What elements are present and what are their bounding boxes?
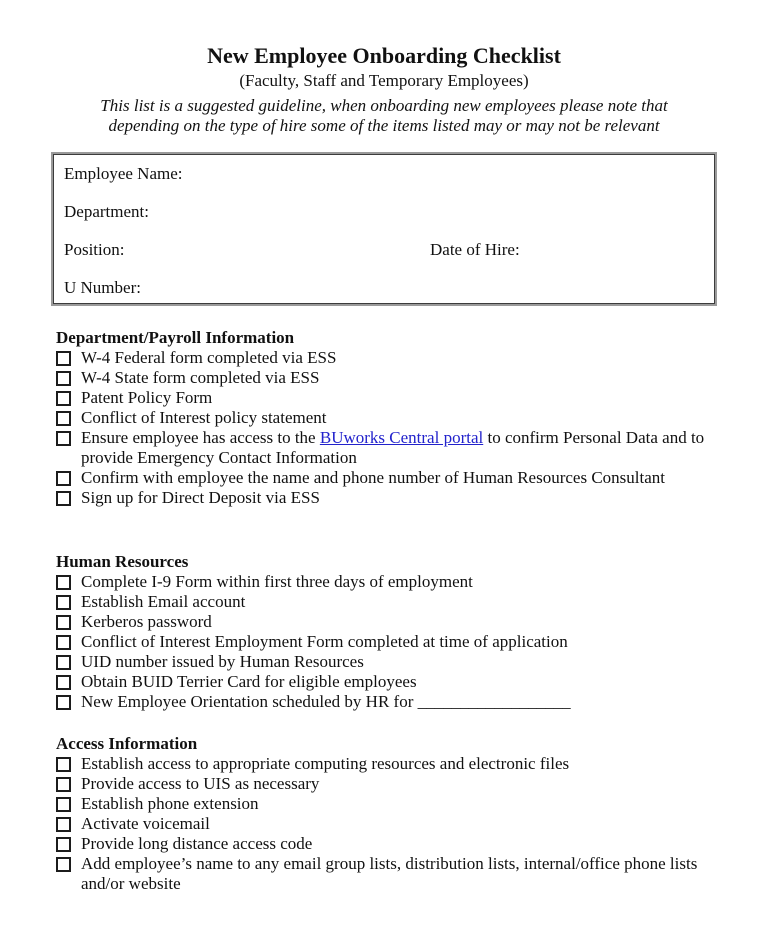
page-subtitle: (Faculty, Staff and Temporary Employees) bbox=[239, 71, 529, 90]
checklist-item-label: Establish Email account bbox=[81, 592, 246, 611]
checkbox[interactable] bbox=[56, 371, 71, 386]
item-text-post: to confirm Personal Data and to provide Emergency Contact Information bbox=[81, 428, 705, 467]
checklist-item bbox=[56, 468, 712, 488]
document-header bbox=[56, 44, 712, 136]
section-heading: Department/Payroll Information bbox=[56, 328, 295, 347]
checklist-item bbox=[56, 348, 712, 368]
checkbox[interactable] bbox=[56, 491, 71, 506]
checklist-item-label: Patent Policy Form bbox=[81, 388, 213, 407]
checklist-item bbox=[56, 368, 712, 388]
section-heading: Human Resources bbox=[56, 552, 189, 571]
checklist-item bbox=[56, 428, 712, 468]
checklist-item-label: New Employee Orientation scheduled by HR for __________________ bbox=[81, 692, 571, 711]
checkbox[interactable] bbox=[56, 595, 71, 610]
section-access-information bbox=[56, 734, 712, 894]
guideline-note-line1: This list is a suggested guideline, when onboarding new employees please note that bbox=[100, 96, 668, 115]
section-heading: Access Information bbox=[56, 734, 198, 753]
department-row bbox=[64, 202, 704, 240]
checkbox[interactable] bbox=[56, 837, 71, 852]
date-of-hire-label: Date of Hire: bbox=[430, 240, 520, 259]
checkbox[interactable] bbox=[56, 575, 71, 590]
checklist-item bbox=[56, 612, 712, 632]
checkbox[interactable] bbox=[56, 615, 71, 630]
checklist-item-label: Establish access to appropriate computing resources and electronic files bbox=[81, 754, 570, 773]
checklist-item-label: Conflict of Interest policy statement bbox=[81, 408, 327, 427]
checklist-item bbox=[56, 592, 712, 612]
checklist-item-label: Complete I-9 Form within first three days of employment bbox=[81, 572, 473, 591]
checklist-item-label bbox=[81, 428, 712, 468]
checkbox[interactable] bbox=[56, 797, 71, 812]
checklist-item bbox=[56, 692, 712, 712]
checkbox[interactable] bbox=[56, 351, 71, 366]
checkbox[interactable] bbox=[56, 857, 71, 872]
buworks-portal-link[interactable]: BUworks Central portal bbox=[319, 428, 484, 447]
checklist-item bbox=[56, 632, 712, 652]
checklist-item bbox=[56, 854, 712, 894]
u-number-label: U Number: bbox=[64, 278, 141, 297]
section-human-resources bbox=[56, 552, 712, 712]
checkbox[interactable] bbox=[56, 655, 71, 670]
position-date-row bbox=[64, 240, 704, 278]
checklist-item bbox=[56, 834, 712, 854]
checklist-item-label: Obtain BUID Terrier Card for eligible employees bbox=[81, 672, 417, 691]
checklist-item-label: Provide long distance access code bbox=[81, 834, 313, 853]
checklist-item-label: Activate voicemail bbox=[81, 814, 210, 833]
checklist-item bbox=[56, 488, 712, 508]
checkbox[interactable] bbox=[56, 411, 71, 426]
employee-info-box bbox=[53, 154, 715, 304]
checklist-item-label: Sign up for Direct Deposit via ESS bbox=[81, 488, 320, 507]
checklist-item bbox=[56, 672, 712, 692]
checklist-item-label: Kerberos password bbox=[81, 612, 212, 631]
checklist-item bbox=[56, 388, 712, 408]
page-title: New Employee Onboarding Checklist bbox=[207, 43, 561, 68]
u-number-row bbox=[64, 278, 704, 316]
item-text-pre: Ensure employee has access to the bbox=[81, 428, 320, 447]
checklist-item-label: Conflict of Interest Employment Form completed at time of application bbox=[81, 632, 568, 651]
checklist-item bbox=[56, 754, 712, 774]
employee-name-row bbox=[64, 164, 704, 202]
checkbox[interactable] bbox=[56, 675, 71, 690]
checklist-item-label: Establish phone extension bbox=[81, 794, 259, 813]
checkbox[interactable] bbox=[56, 695, 71, 710]
checklist-item-label: Add employee’s name to any email group lists, distribution lists, internal/office phone lists and/or website bbox=[81, 854, 698, 893]
guideline-note-line2: depending on the type of hire some of the items listed may or may not be relevant bbox=[108, 116, 660, 135]
checklist-item bbox=[56, 408, 712, 428]
checkbox[interactable] bbox=[56, 777, 71, 792]
checkbox[interactable] bbox=[56, 391, 71, 406]
position-label: Position: bbox=[64, 240, 125, 259]
department-label: Department: bbox=[64, 202, 149, 221]
checkbox[interactable] bbox=[56, 635, 71, 650]
checklist-item-label: UID number issued by Human Resources bbox=[81, 652, 364, 671]
checklist-item bbox=[56, 794, 712, 814]
checklist-item-label: W-4 Federal form completed via ESS bbox=[81, 348, 337, 367]
employee-name-label: Employee Name: bbox=[64, 164, 183, 183]
checklist-item-label: W-4 State form completed via ESS bbox=[81, 368, 320, 387]
checklist-item bbox=[56, 652, 712, 672]
checklist-item-label: Provide access to UIS as necessary bbox=[81, 774, 320, 793]
checklist-item bbox=[56, 774, 712, 794]
guideline-note bbox=[56, 96, 712, 136]
section-department-payroll bbox=[56, 328, 712, 508]
checkbox[interactable] bbox=[56, 757, 71, 772]
checkbox[interactable] bbox=[56, 431, 71, 446]
checklist-item-label: Confirm with employee the name and phone number of Human Resources Consultant bbox=[81, 468, 666, 487]
checkbox[interactable] bbox=[56, 817, 71, 832]
checklist-item bbox=[56, 572, 712, 592]
checklist-item bbox=[56, 814, 712, 834]
checkbox[interactable] bbox=[56, 471, 71, 486]
